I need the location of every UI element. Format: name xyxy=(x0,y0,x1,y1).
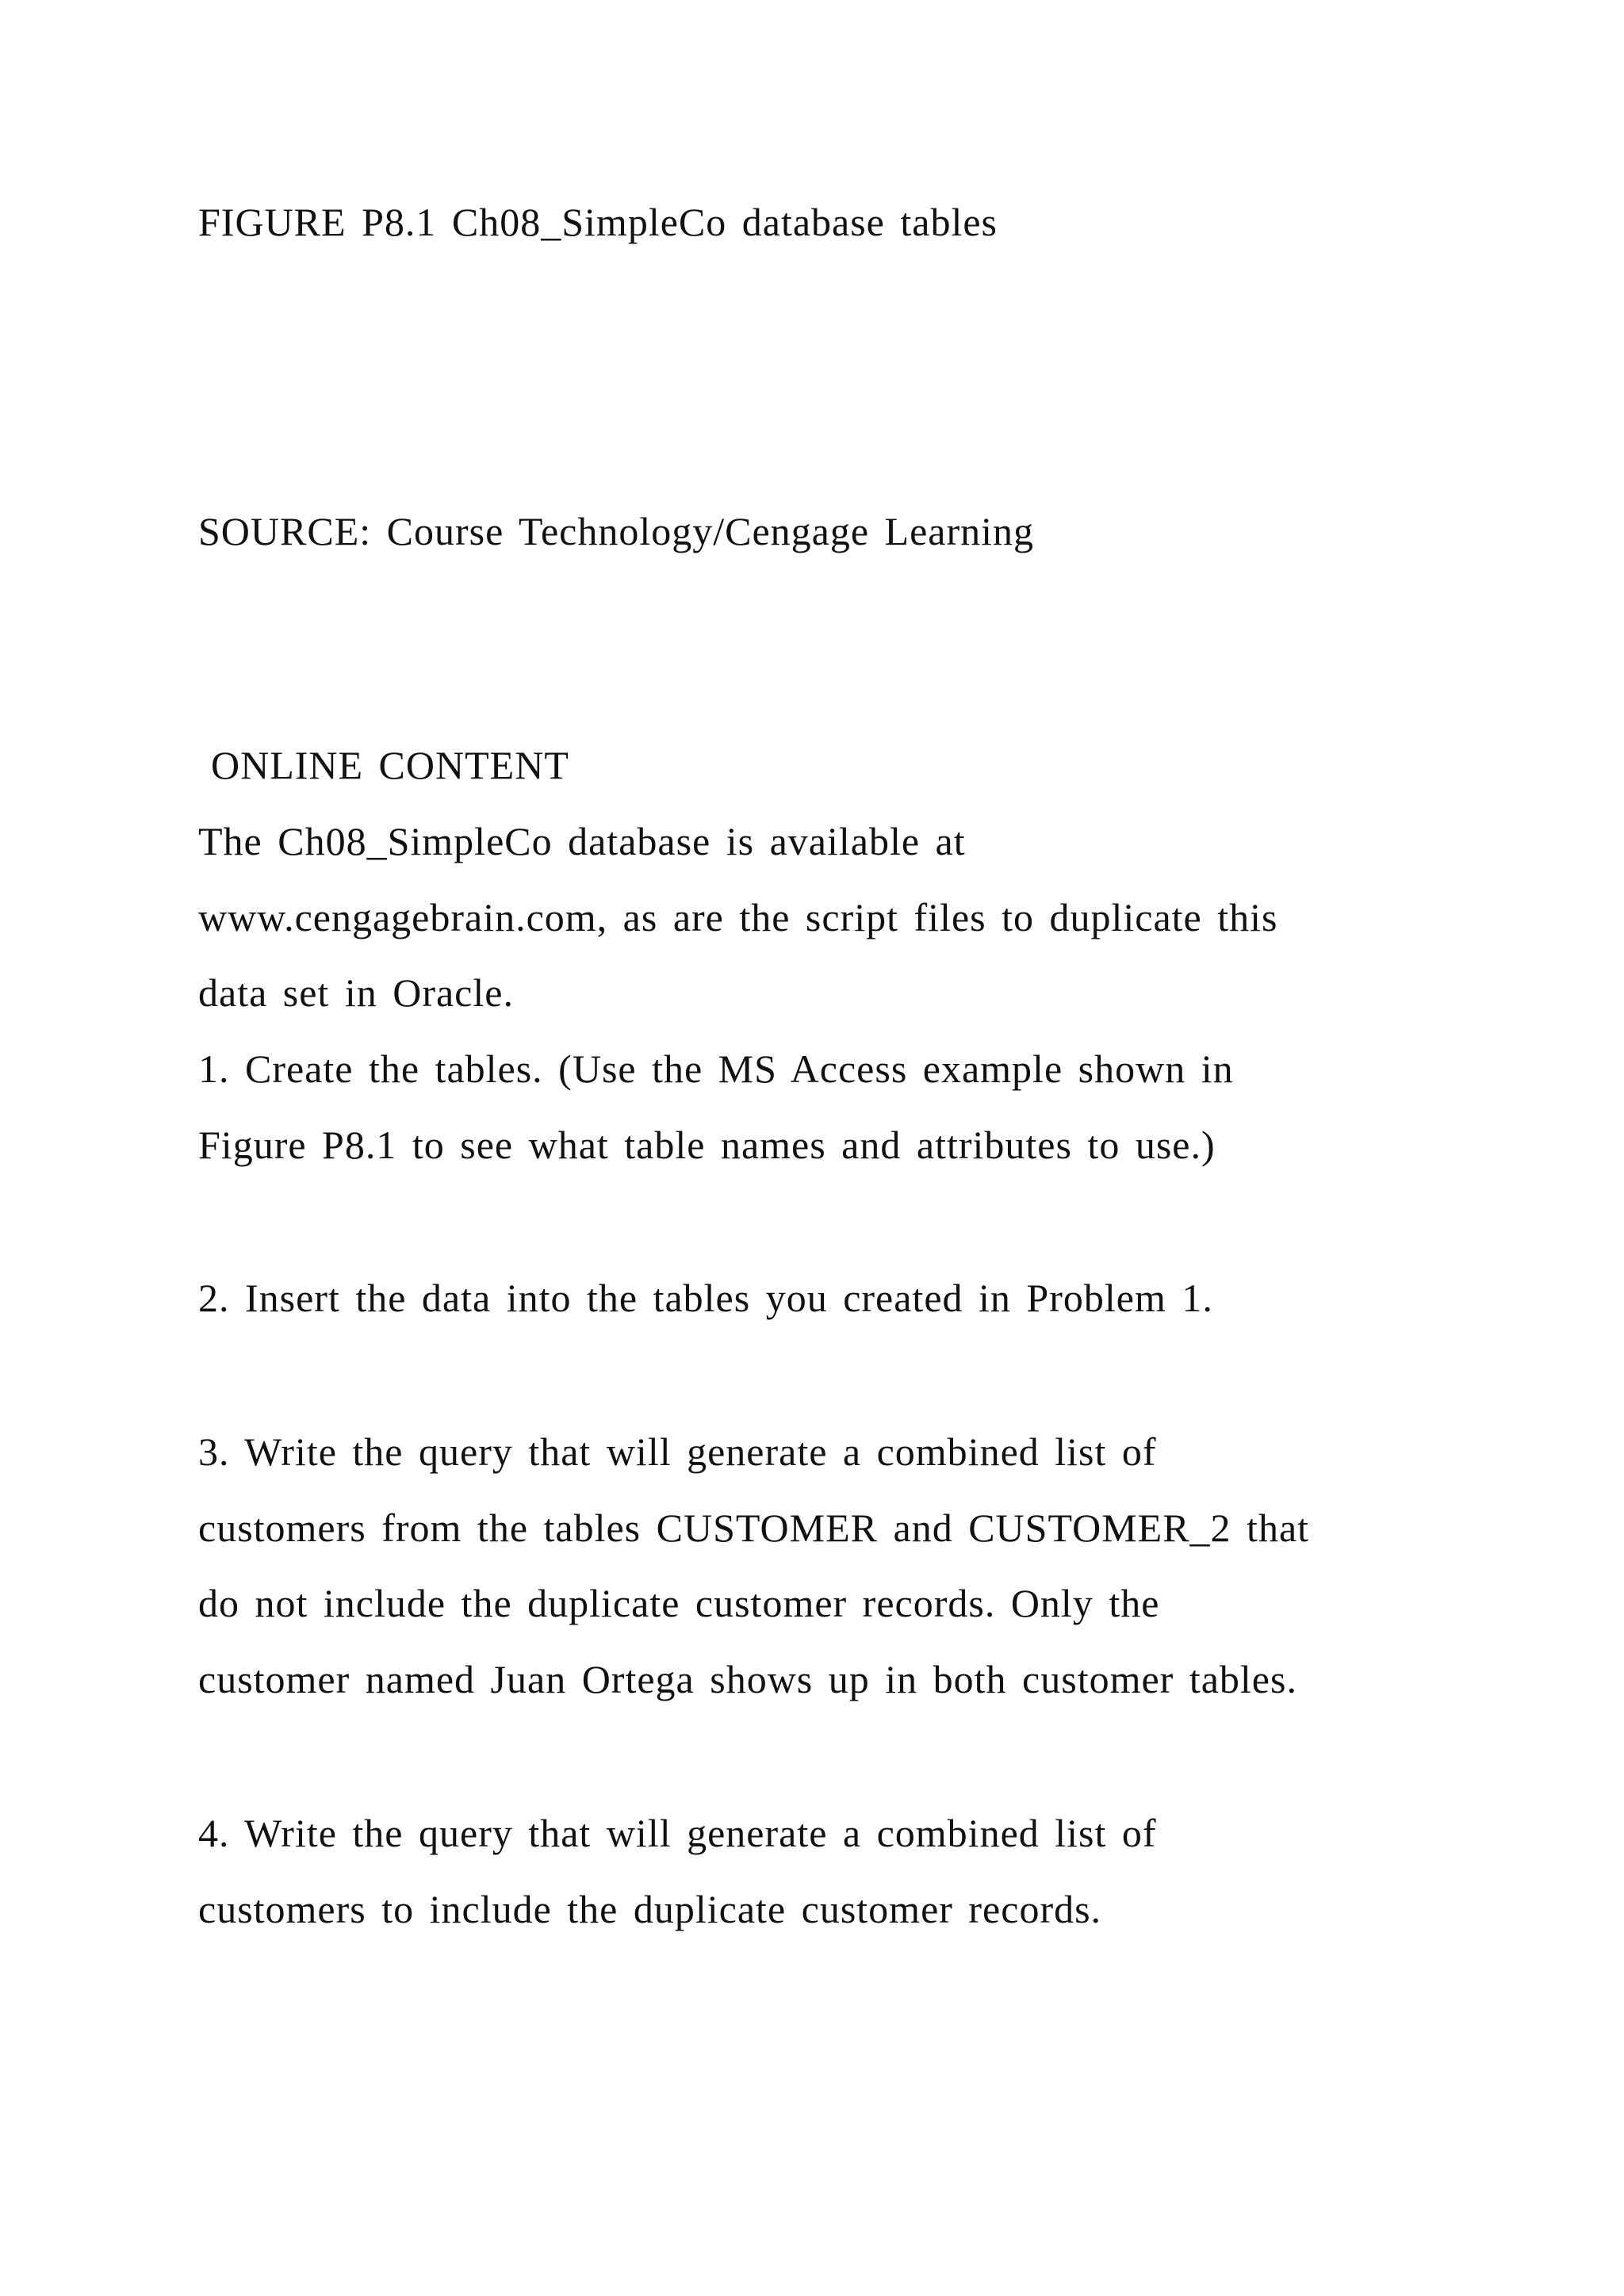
problem-3-line: 3. Write the query that will generate a combined list of xyxy=(198,1429,1157,1474)
online-content-heading: ONLINE CONTENT xyxy=(211,743,569,787)
source-credit: SOURCE: Course Technology/Cengage Learning xyxy=(198,509,1035,553)
problem-4-line: 4. Write the query that will generate a combined list of xyxy=(198,1811,1157,1855)
problem-1-line: Figure P8.1 to see what table names and attributes to use.) xyxy=(198,1123,1216,1167)
problem-3-line: customers from the tables CUSTOMER and CUSTOMER_2 that xyxy=(198,1506,1310,1550)
online-content-line: The Ch08_SimpleCo database is available at xyxy=(198,819,966,863)
figure-caption: FIGURE P8.1 Ch08_SimpleCo database tables xyxy=(198,200,998,244)
online-content-line: www.cengagebrain.com, as are the script files to duplicate this xyxy=(198,895,1278,939)
problem-4-line: customers to include the duplicate customer records. xyxy=(198,1887,1102,1931)
problem-1-line: 1. Create the tables. (Use the MS Access example shown in xyxy=(198,1047,1234,1091)
problem-3-line: do not include the duplicate customer records. Only the xyxy=(198,1581,1160,1625)
problem-2-line: 2. Insert the data into the tables you created in Problem 1. xyxy=(198,1276,1213,1320)
problem-3-line: customer named Juan Ortega shows up in both customer tables. xyxy=(198,1657,1297,1701)
online-content-line: data set in Oracle. xyxy=(198,970,514,1015)
